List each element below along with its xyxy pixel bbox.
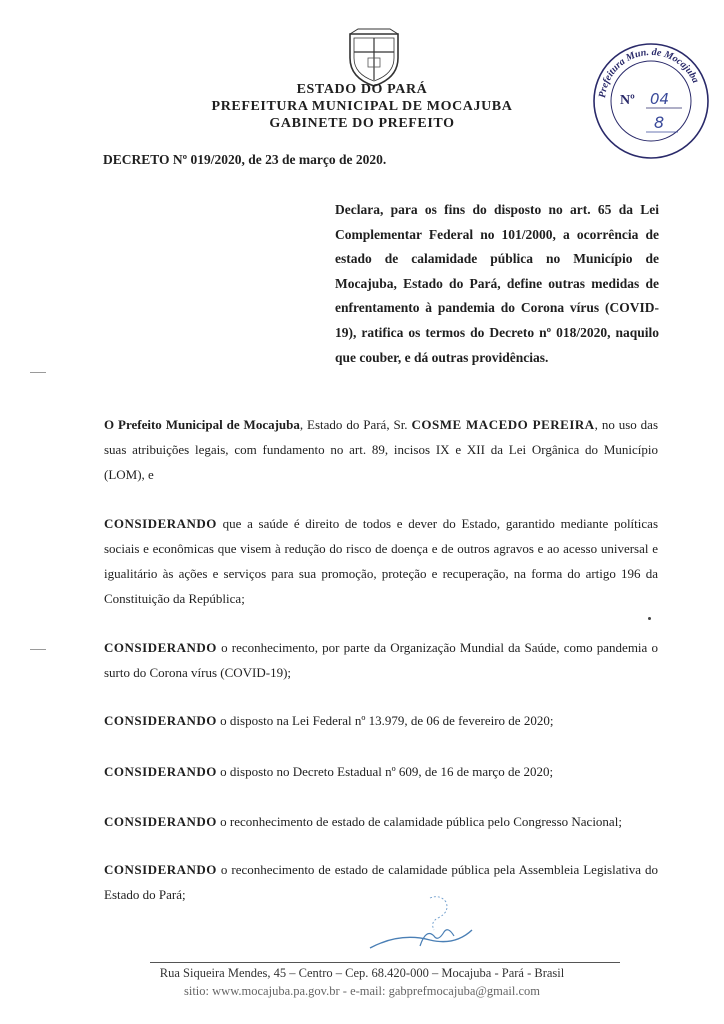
decree-ementa: Declara, para os fins do disposto no art. 65 da Lei Complementar Federal no 101/2000, a ocorrência de estado de calamidade pública no Município de Mocajuba, Estado do Pará, define outras medidas de enfrentamento à pandemia do Corona vírus (COVID-19), ratifica os termos do Decreto nº 018/2020, naquilo que couber, e dá outras providências. xyxy=(335,202,659,365)
considerando-keyword: CONSIDERANDO xyxy=(104,516,217,531)
footer-site-label: sitio: xyxy=(184,984,213,998)
considerando-text: o reconhecimento de estado de calamidade pública pelo Congresso Nacional; xyxy=(216,814,622,829)
considerando-paragraph xyxy=(104,708,658,733)
footer-contacts xyxy=(0,984,724,999)
signature-mark-icon xyxy=(360,892,480,956)
intro-paragraph xyxy=(104,412,658,487)
stamp-seal-icon xyxy=(590,40,712,162)
considerando-paragraph xyxy=(104,759,658,784)
considerando-keyword: CONSIDERANDO xyxy=(104,640,217,655)
stamp-sheet-sub: 8 xyxy=(654,113,665,132)
considerando-keyword: CONSIDERANDO xyxy=(104,814,217,829)
considerando-paragraph xyxy=(104,809,658,834)
considerando-paragraph xyxy=(104,635,658,685)
stamp-sheet-number: 04 xyxy=(650,90,670,108)
decree-title: DECRETO Nº 019/2020, de 23 de março de 2020. xyxy=(103,152,387,167)
considerando-text: o reconhecimento, por parte da Organização Mundial da Saúde, como pandemia o surto do Corona vírus (COVID-19); xyxy=(104,640,658,680)
footer-address: Rua Siqueira Mendes, 45 – Centro – Cep. 68.420-000 – Mocajuba - Pará - Brasil xyxy=(159,966,565,980)
considerando-keyword: CONSIDERANDO xyxy=(104,862,217,877)
header-office: GABINETE DO PREFEITO xyxy=(269,116,455,131)
considerando-text: o disposto no Decreto Estadual nº 609, de 16 de março de 2020; xyxy=(216,764,554,779)
intro-rest: , no uso das suas atribuições legais, com fundamento no art. 89, incisos IX e XII da Lei Orgânica do Município (LOM), e xyxy=(104,417,659,482)
footer-email-link[interactable]: gabprefmocajuba@gmail.com xyxy=(388,984,540,998)
considerando-keyword: CONSIDERANDO xyxy=(104,764,217,779)
stamp-ring-text: Prefeitura Mun. de Mocajuba xyxy=(597,46,701,99)
considerando-text: que a saúde é direito de todos e dever do Estado, garantido mediante políticas sociais e econômicas que visem à redução do risco de doença e de outros agravos e ao acesso universal e igualitário às ações e serviços para sua promoção, proteção e recuperação, na forma do artigo 196 da Constituição da República; xyxy=(104,516,658,606)
margin-mark xyxy=(30,372,46,373)
considerando-text: o reconhecimento de estado de calamidade pública pela Assembleia Legislativa do Estado do Pará; xyxy=(104,862,658,902)
considerando-keyword: CONSIDERANDO xyxy=(104,713,217,728)
considerando-paragraph xyxy=(104,511,658,611)
footer-divider xyxy=(150,962,620,963)
municipal-crest-icon xyxy=(346,28,402,88)
ink-dot xyxy=(648,617,651,620)
header-state: ESTADO DO PARÁ xyxy=(296,82,428,97)
stamp-number-label: Nº xyxy=(620,93,635,108)
header-prefecture: PREFEITURA MUNICIPAL DE MOCAJUBA xyxy=(211,99,513,114)
page-number-stamp xyxy=(590,40,712,162)
footer-email-label: - e-mail: xyxy=(339,984,389,998)
margin-mark xyxy=(30,649,46,650)
intro-subject: O Prefeito Municipal de Mocajuba xyxy=(104,417,300,432)
intro-mid: , Estado do Pará, Sr. xyxy=(299,417,412,432)
mayor-name: COSME MACEDO PEREIRA xyxy=(411,417,595,432)
considerando-text: o disposto na Lei Federal nº 13.979, de 06 de fevereiro de 2020; xyxy=(216,713,554,728)
footer-site-link[interactable]: www.mocajuba.pa.gov.br xyxy=(212,984,340,998)
